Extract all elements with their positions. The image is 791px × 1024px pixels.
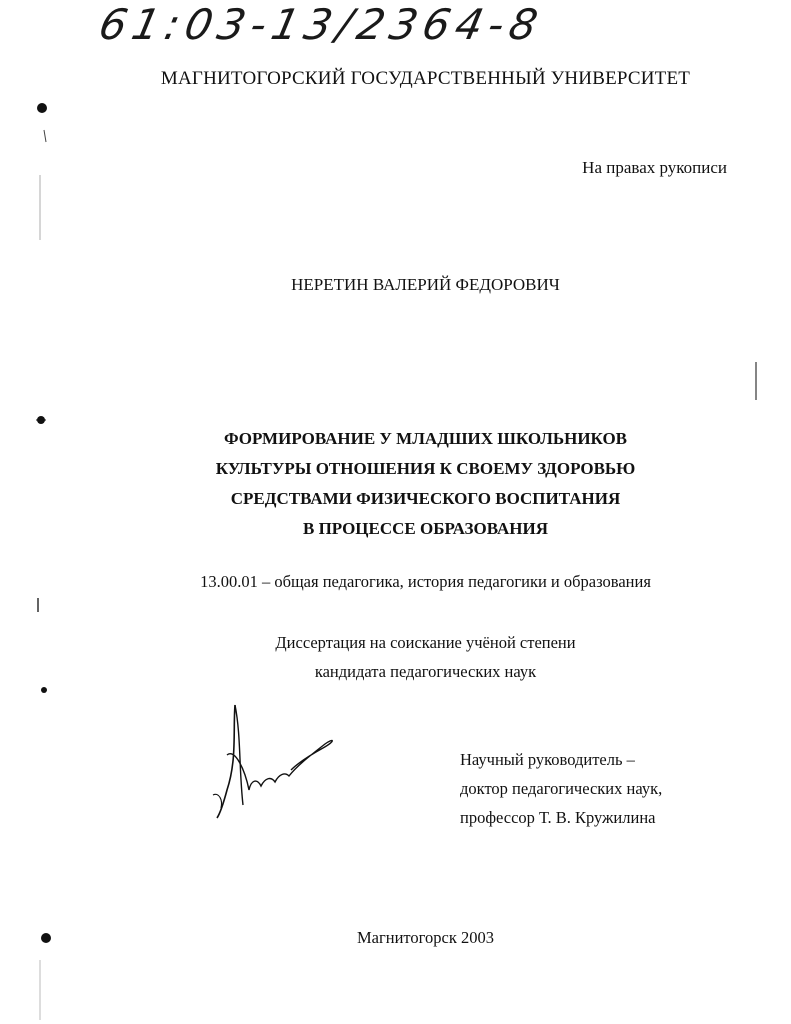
manuscript-rights-note: На правах рукописи bbox=[582, 158, 727, 177]
city-and-year: Магнитогорск 2003 bbox=[357, 928, 494, 947]
title-line-3: СРЕДСТВАМИ ФИЗИЧЕСКОГО ВОСПИТАНИЯ bbox=[230, 489, 621, 508]
author-name: НЕРЕТИН ВАЛЕРИЙ ФЕДОРОВИЧ bbox=[291, 275, 560, 294]
binding-margin-marks bbox=[0, 0, 60, 1024]
signature-image bbox=[205, 700, 345, 830]
scan-edge-mark bbox=[740, 360, 770, 420]
degree-statement bbox=[30, 628, 791, 686]
supervisor-line-3: профессор Т. В. Кружилина bbox=[460, 808, 656, 827]
supervisor-line-2: доктор педагогических наук, bbox=[460, 779, 663, 798]
title-line-1: ФОРМИРОВАНИЕ У МЛАДШИХ ШКОЛЬНИКОВ bbox=[223, 429, 628, 448]
specialty-code: 13.00.01 – общая педагогика, история педагогики и образования bbox=[200, 572, 651, 591]
degree-line-2: кандидата педагогических наук bbox=[314, 662, 537, 681]
university-name: МАГНИТОГОРСКИЙ ГОСУДАРСТВЕННЫЙ УНИВЕРСИТЕТ bbox=[160, 68, 691, 89]
scientific-supervisor bbox=[460, 745, 662, 832]
degree-line-1: Диссертация на соискание учёной степени bbox=[275, 633, 576, 652]
dissertation-title bbox=[30, 424, 791, 544]
title-line-2: КУЛЬТУРЫ ОТНОШЕНИЯ К СВОЕМУ ЗДОРОВЬЮ bbox=[215, 459, 636, 478]
archive-number-handwritten: 61:03-13/2364-8 bbox=[94, 0, 548, 49]
title-line-4: В ПРОЦЕССЕ ОБРАЗОВАНИЯ bbox=[302, 519, 548, 538]
supervisor-line-1: Научный руководитель – bbox=[460, 750, 635, 769]
